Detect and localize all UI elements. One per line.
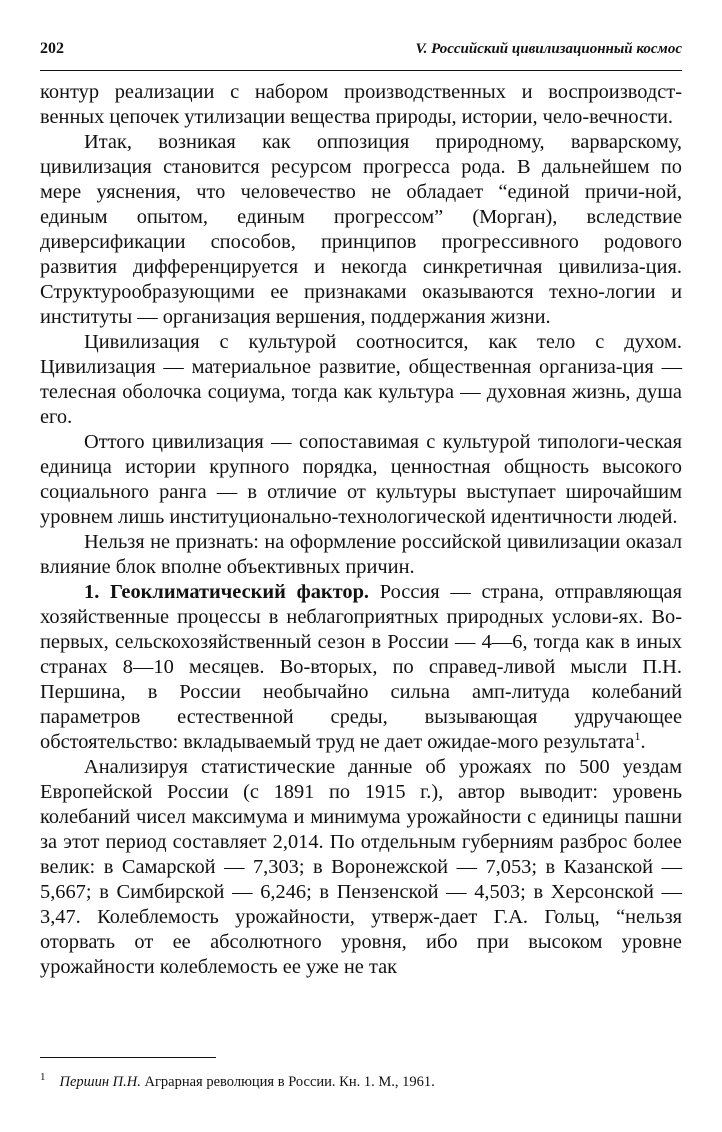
page-header (40, 40, 682, 58)
paragraph-continuation: контур реализации с набором производственных и воспроизводст-венных цепочек утилизации вещества природы, истории, чело-вечности. (40, 81, 682, 128)
page-number: 202 (40, 40, 64, 57)
paragraph-geoclimatic (40, 580, 682, 755)
body-text (40, 80, 682, 980)
footnote (40, 1068, 682, 1091)
footnote-rule (40, 1057, 216, 1058)
footnote-mark: 1 (40, 1071, 46, 1083)
running-head: V. Российский цивилизационный космос (415, 41, 682, 57)
header-rule (40, 70, 682, 71)
paragraph: Нельзя не признать: на оформление российской цивилизации оказал влияние блок вполне объективных причин. (40, 531, 682, 578)
paragraph: Оттого цивилизация — сопоставимая с культурой типологи-ческая единица истории крупного порядка, ценностная общность высокого социального ранга — в отличие от культуры выступает широчайшим уровнем лишь институционально-технологической идентичности людей. (40, 431, 682, 528)
footnote-text: Аграрная революция в России. Кн. 1. М., 1961. (140, 1073, 435, 1090)
section-lead: 1. Геоклиматический фактор. (84, 581, 370, 603)
footnote-reference[interactable]: 1 (634, 729, 641, 744)
paragraph: Цивилизация с культурой соотносится, как тело с духом. Цивилизация — материальное развитие, общественная организа-ция — телесная оболочка социума, тогда как культура — духовная жизнь, душа его. (40, 331, 682, 428)
footnote-author: Першин П.Н. (59, 1073, 141, 1090)
paragraph: Анализируя статистические данные об урожаях по 500 уездам Европейской России (с 1891 по 1915 г.), автор выводит: уровень колебаний чисел максимума и минимума урожайности с единицы пашни за этот период составляет 2,014. По отдельным губерниям разброс более велик: в Самарской — 7,303; в Воронежской — 7,053; в Казанской — 5,667; в Симбирской — 6,246; в Пензенской — 4,503; в Херсонской — 3,47. Колеблемость урожайности, утверж-дает Г.А. Гольц, “нельзя оторвать от ее абсолютного уровня, ибо при высоком уровне урожайности колеблемость ее уже не так (40, 756, 682, 978)
paragraph-tail: . (640, 731, 646, 753)
paragraph-text: Россия — страна, отправляющая хозяйственные процессы в неблагоприятных природных услови-ях. Во-первых, сельскохозяйственный сезон в России — 4—6, тогда как в иных странах 8—10 месяцев. Во-вторых, по справед-ливой мысли П.Н. Першина, в России необычайно сильна амп-литуда колебаний параметров естественной среды, вызывающая удручающее обстоятельство: вкладываемый труд не дает ожидае-мого результата (40, 581, 682, 753)
paragraph: Итак, возникая как оппозиция природному, варварскому, цивилизация становится ресурсом прогресса рода. В дальнейшем по мере уяснения, что человечество не обладает “единой причи-ной, единым опытом, единым прогрессом” (Морган), вследствие диверсификации способов, принципов прогрессивного родового развития дифференцируется и некогда синкретичная цивилиза-ция. Структурообразующими ее признаками оказываются техно-логии и институты — организация вершения, поддержания жизни. (40, 131, 682, 328)
